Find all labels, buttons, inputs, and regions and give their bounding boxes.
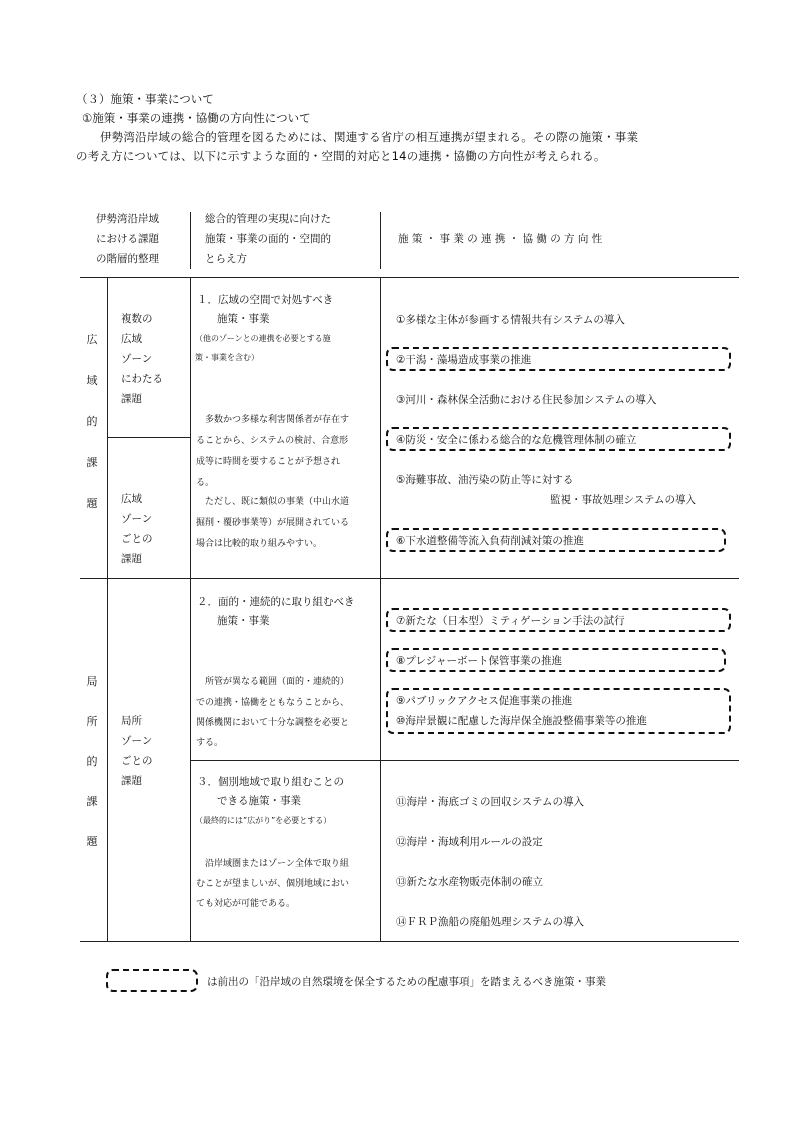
group-char: 題 — [86, 835, 98, 848]
list-item: ⑫海岸・海域利用ルールの設定 — [396, 836, 543, 848]
block-desc: ることから、システムの検討、合意形 — [196, 436, 349, 446]
table-rule — [190, 760, 739, 761]
zone-line: にわたる — [121, 373, 163, 385]
block-desc: ただし、既に類似の事業（中山水道 — [205, 497, 350, 507]
zone-line: 課題 — [121, 775, 142, 787]
block-title: 施策・事業 — [217, 615, 270, 627]
block-title: ３．個別地域で取り組むことの — [197, 776, 344, 788]
block-note: （他のゾーンとの連携を必要とする施 — [195, 334, 331, 343]
zone-line: 局所 — [121, 715, 142, 727]
zone-line: 課題 — [121, 553, 142, 565]
list-item: ⑥下水道整備等流入負荷削減対策の推進 — [396, 535, 584, 547]
zone-line: ゾーン — [121, 735, 153, 747]
zone-line: 複数の — [121, 313, 153, 325]
zone-line: 課題 — [121, 393, 142, 405]
header-col1-line: 伊勢湾沿岸域 — [96, 213, 159, 225]
zone-line: 広域 — [121, 333, 142, 345]
table-divider — [107, 277, 108, 941]
block-title: できる施策・事業 — [217, 795, 301, 807]
block-desc: 所管が異なる範囲（面的・連続的） — [205, 677, 350, 687]
table-rule — [80, 277, 739, 278]
block-desc: る。 — [196, 478, 215, 488]
table-header-col3: 施 策 ・ 事 業 の 連 携 ・ 協 働 の 方 向 性 — [398, 233, 603, 245]
block-desc: 関係機関において十分な調整を必要と — [196, 718, 350, 728]
list-item: ⑭ＦＲＰ漁船の廃船処理システムの導入 — [396, 916, 584, 928]
group-char: 的 — [86, 755, 98, 768]
group-char: 課 — [86, 795, 98, 808]
list-item: ④防災・安全に係わる総合的な危機管理体制の確立 — [396, 434, 637, 446]
block-desc: 沿岸域圏またはゾーン全体で取り組 — [205, 859, 349, 869]
block-desc: する。 — [196, 738, 224, 748]
list-item: ③河川・森林保全活動における住民参加システムの導入 — [396, 394, 657, 406]
header-divider — [190, 212, 191, 269]
block-title: ２．面的・連続的に取り組むべき — [197, 596, 355, 608]
block-desc: 場合は比較的取り組みやすい。 — [196, 539, 323, 549]
zone-line: ゾーン — [121, 513, 153, 525]
zone-line: ごとの — [121, 755, 153, 767]
group-char: 域 — [86, 374, 98, 387]
group-char: 題 — [86, 497, 98, 510]
header-col2-line: 施策・事業の面的・空間的 — [205, 233, 331, 245]
table-rule — [80, 578, 739, 579]
group-char: 所 — [86, 715, 98, 728]
table-divider — [380, 277, 381, 941]
zone-line: ごとの — [121, 533, 153, 545]
list-item: ⑦新たな（日本型）ミティゲーション手法の試行 — [396, 615, 625, 627]
legend-swatch — [106, 969, 198, 992]
list-item: ⑩海岸景観に配慮した海岸保全施設整備事業等の推進 — [396, 715, 647, 727]
header-divider — [380, 212, 381, 269]
table-rule — [80, 941, 739, 942]
header-col1-line: における課題 — [96, 233, 159, 245]
block-desc: 掘削・覆砂事業等）が展開されている — [196, 518, 350, 528]
legend-text: は前出の「沿岸域の自然環境を保全するための配慮事項」を踏まえるべき施策・事業 — [207, 976, 606, 988]
zone-line: 広域 — [121, 493, 142, 505]
list-item: ⑬新たな水産物販売体制の確立 — [396, 876, 543, 888]
header-col2-line: 総合的管理の実現に向けた — [205, 213, 331, 225]
intro-line-1: 伊勢湾沿岸域の総合的管理を図るためには、関連する省庁の相互連携が望まれる。その際の施策・事業 — [100, 130, 639, 144]
list-item: ⑧プレジャーボート保管事業の推進 — [396, 655, 563, 667]
block-desc: むことが望ましいが、個別地域におい — [196, 879, 350, 889]
table-rule — [107, 437, 190, 438]
block-desc: 多数かつ多様な利害関係者が存在す — [205, 415, 350, 425]
list-item: ⑨パブリックアクセス促進事業の推進 — [396, 695, 573, 707]
list-item: ⑤海難事故、油汚染の防止等に対する — [396, 474, 574, 486]
group-char: 広 — [86, 333, 98, 346]
block-note: （最終的には”広がり”を必要とする） — [195, 816, 332, 825]
zone-line: ゾーン — [121, 353, 153, 365]
block-note: 策・事業を含む） — [195, 353, 259, 362]
group-char: 局 — [86, 675, 98, 688]
list-item: ②干潟・藻場造成事業の推進 — [396, 354, 532, 366]
block-title: 施策・事業 — [217, 313, 270, 325]
list-item: 監視・事故処理システムの導入 — [550, 494, 696, 506]
list-item: ⑪海岸・海底ゴミの回収システムの導入 — [396, 796, 584, 808]
list-item: ①多様な主体が参画する情報共有システムの導入 — [396, 314, 625, 326]
block-title: １．広域の空間で対処すべき — [197, 294, 334, 306]
block-desc: での連携・協働をともなうことから、 — [196, 698, 350, 708]
header-col2-line: とらえ方 — [205, 253, 247, 265]
block-desc: ても対応が可能である。 — [196, 899, 296, 909]
section-subheading: ①施策・事業の連携・協働の方向性について — [82, 111, 311, 125]
table-divider — [190, 277, 191, 941]
block-desc: 成等に時間を要することが予想され — [196, 457, 341, 467]
intro-line-2: の考え方については、以下に示すような面的・空間的対応と14の連携・協働の方向性が考えられる。 — [76, 149, 606, 163]
section-heading: （３）施策・事業について — [76, 92, 214, 106]
group-char: 課 — [86, 456, 98, 469]
group-char: 的 — [86, 415, 98, 428]
header-col1-line: の階層的整理 — [96, 253, 159, 265]
